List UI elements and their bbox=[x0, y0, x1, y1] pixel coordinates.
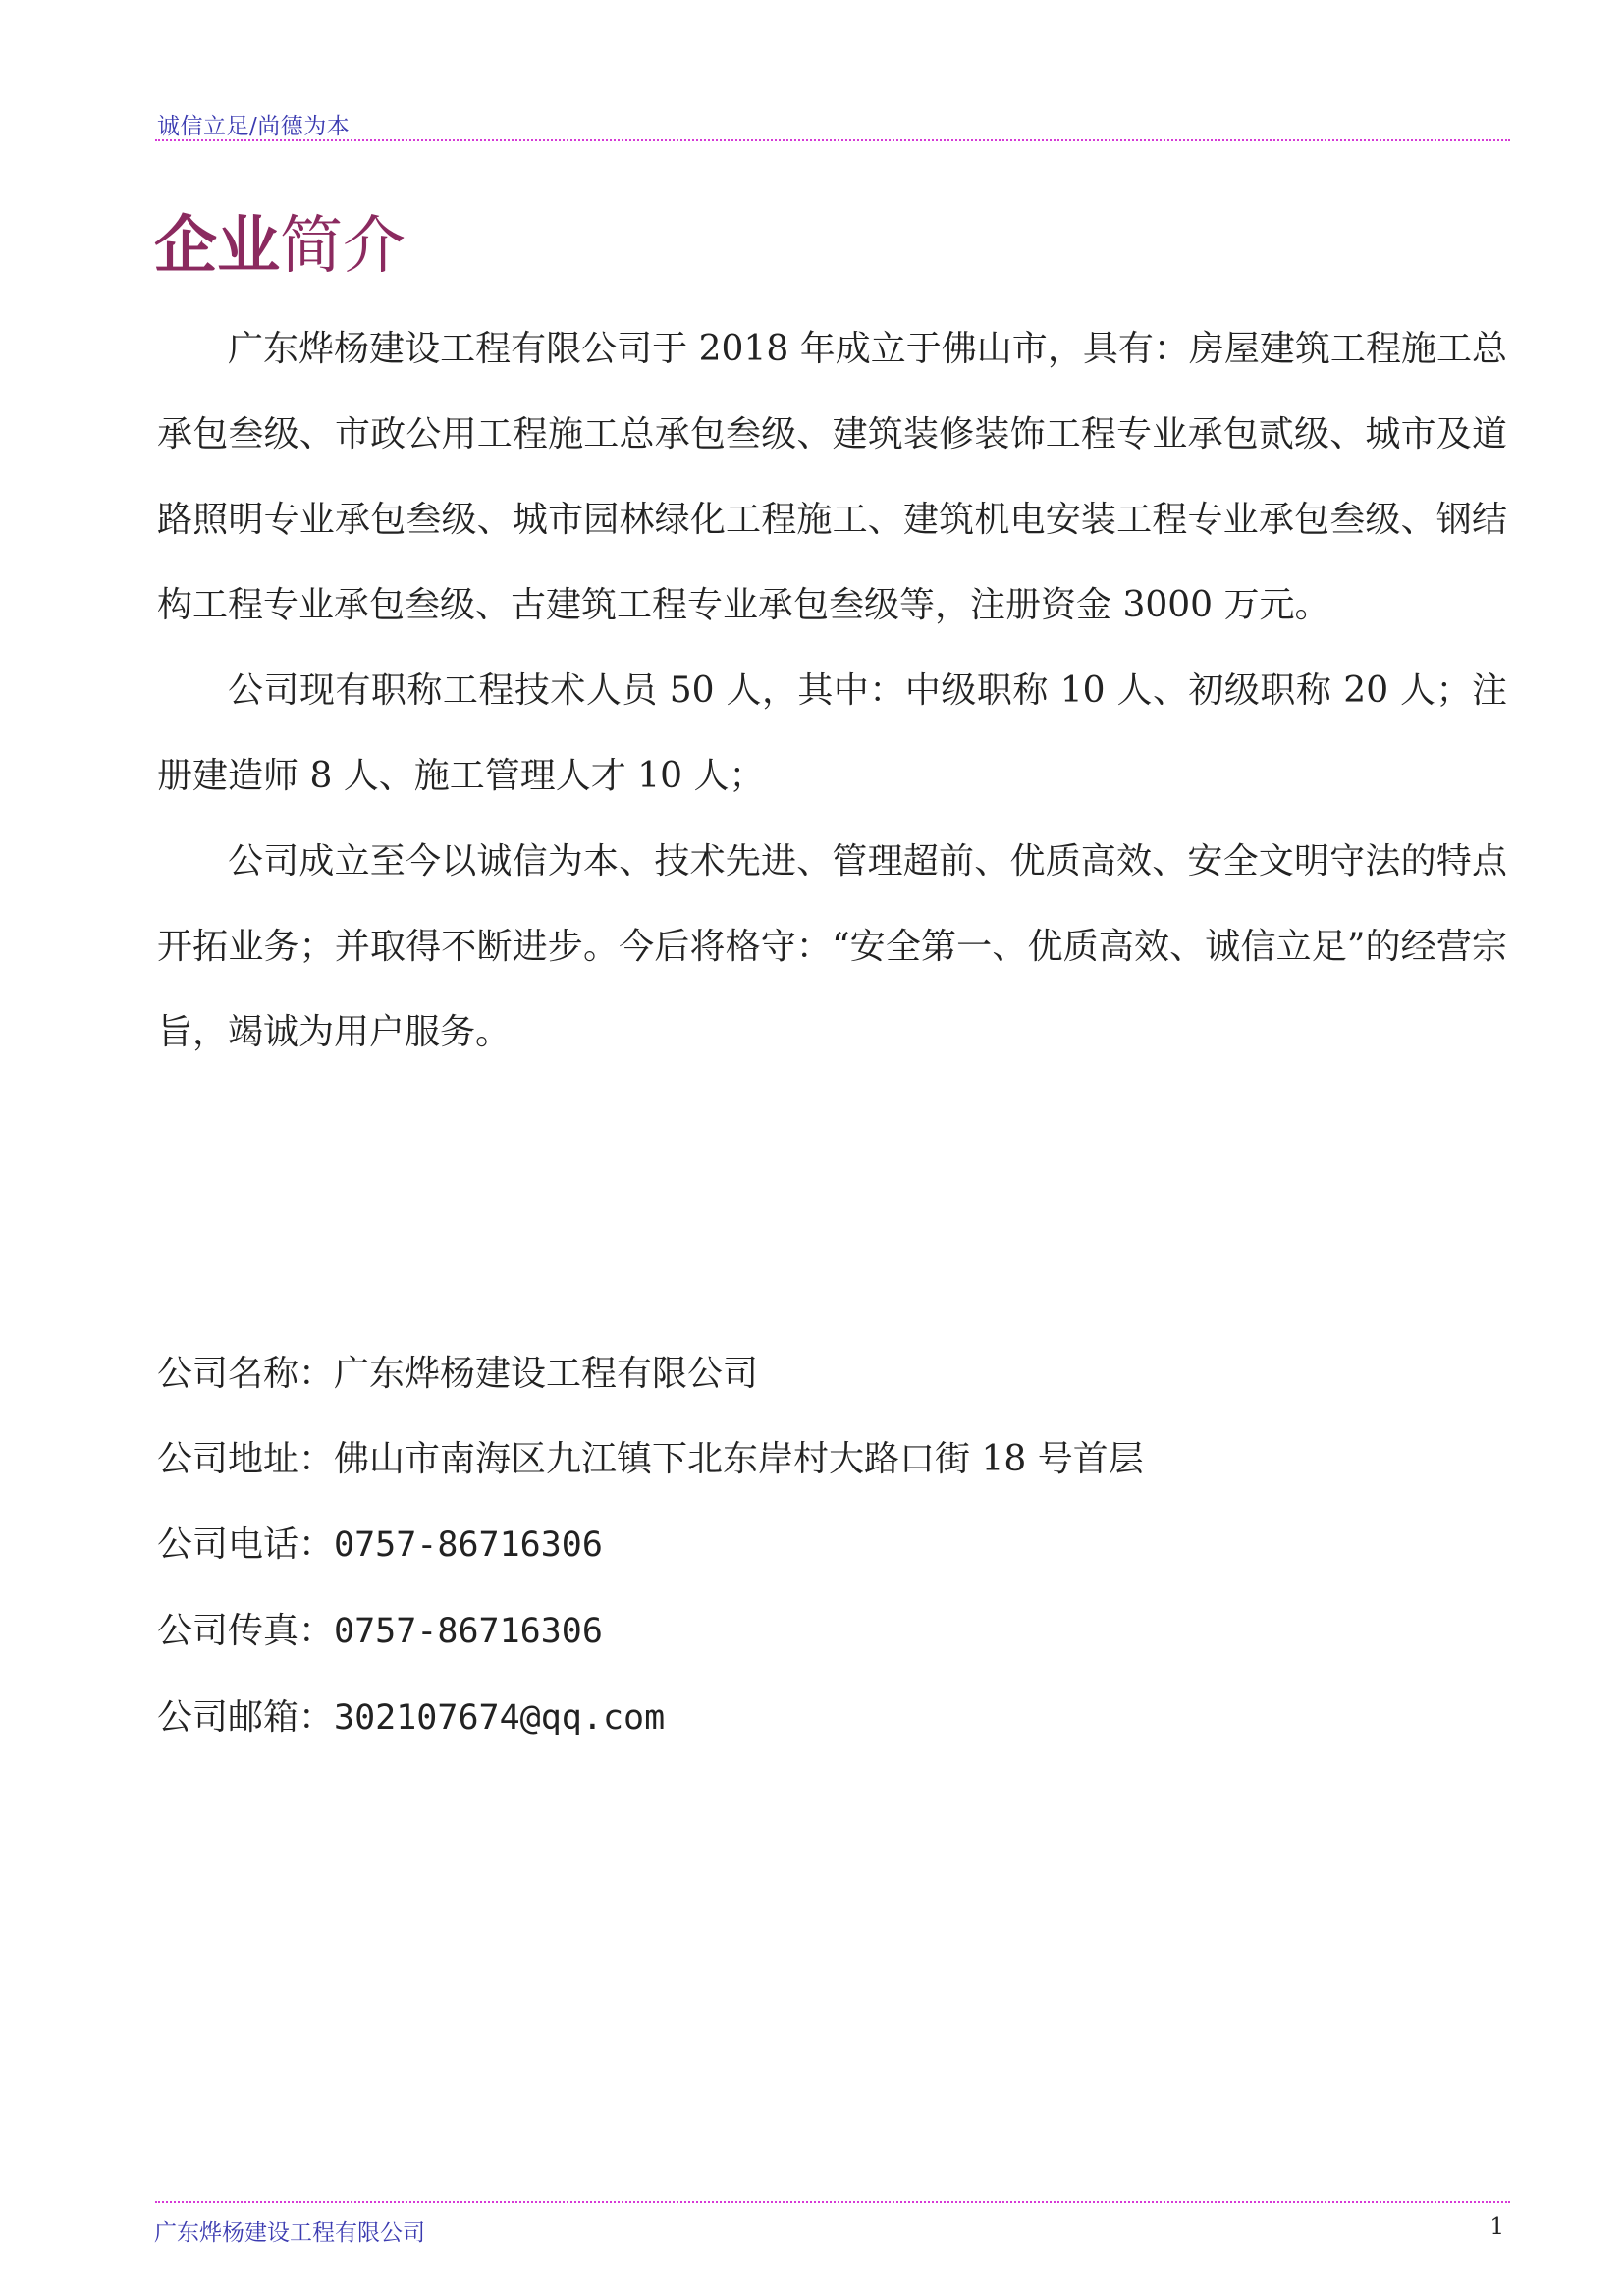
header-divider bbox=[155, 139, 1510, 141]
footer-company: 广东烨杨建设工程有限公司 bbox=[154, 2220, 425, 2246]
contact-row-email bbox=[157, 1675, 1144, 1761]
contact-phone-label: 公司电话： bbox=[157, 1524, 335, 1565]
paragraph-qualifications: 广东烨杨建设工程有限公司于 2018 年成立于佛山市，具有：房屋建筑工程施工总承包叁级、市政公用工程施工总承包叁级、建筑装修装饰工程专业承包贰级、城市及道路照明专业承包叁级、城市园林绿化工程施工、建筑机电安装工程专业承包叁级、钢结构工程专业承包叁级、古建筑工程专业承包叁级等，注册资金 3000 万元。 bbox=[157, 329, 1507, 625]
contact-email-label: 公司邮箱： bbox=[157, 1697, 335, 1737]
page-title bbox=[154, 207, 406, 286]
contact-name-label: 公司名称： bbox=[157, 1354, 335, 1394]
contact-row-name bbox=[157, 1331, 1144, 1416]
header-motto: 诚信立足/尚德为本 bbox=[157, 114, 351, 139]
intro-body bbox=[157, 306, 1507, 1075]
contact-info bbox=[157, 1331, 1144, 1761]
contact-row-phone bbox=[157, 1502, 1144, 1588]
contact-address-label: 公司地址： bbox=[157, 1439, 335, 1479]
page-number: 1 bbox=[1489, 2215, 1504, 2240]
paragraph-principles: 公司成立至今以诚信为本、技术先进、管理超前、优质高效、安全文明守法的特点开拓业务；并取得不断进步。今后将格守：“安全第一、优质高效、诚信立足”的经营宗旨，竭诚为用户服务。 bbox=[157, 841, 1507, 1052]
contact-row-address bbox=[157, 1416, 1144, 1502]
page-title-part2: 简介 bbox=[280, 209, 406, 283]
contact-address-value: 佛山市南海区九江镇下北东岸村大路口街 18 号首层 bbox=[334, 1439, 1144, 1479]
contact-row-fax bbox=[157, 1588, 1144, 1675]
contact-email-value: 302107674@qq.com bbox=[334, 1698, 666, 1737]
page-title-part1: 企业 bbox=[154, 208, 280, 283]
contact-fax-value: 0757-86716306 bbox=[334, 1612, 603, 1651]
contact-phone-value: 0757-86716306 bbox=[334, 1525, 603, 1565]
footer-divider bbox=[155, 2201, 1510, 2203]
paragraph-staff: 公司现有职称工程技术人员 50 人，其中：中级职称 10 人、初级职称 20 人；注册建造师 8 人、施工管理人才 10 人； bbox=[157, 670, 1507, 796]
contact-name-value: 广东烨杨建设工程有限公司 bbox=[334, 1354, 759, 1394]
contact-fax-label: 公司传真： bbox=[157, 1611, 335, 1651]
